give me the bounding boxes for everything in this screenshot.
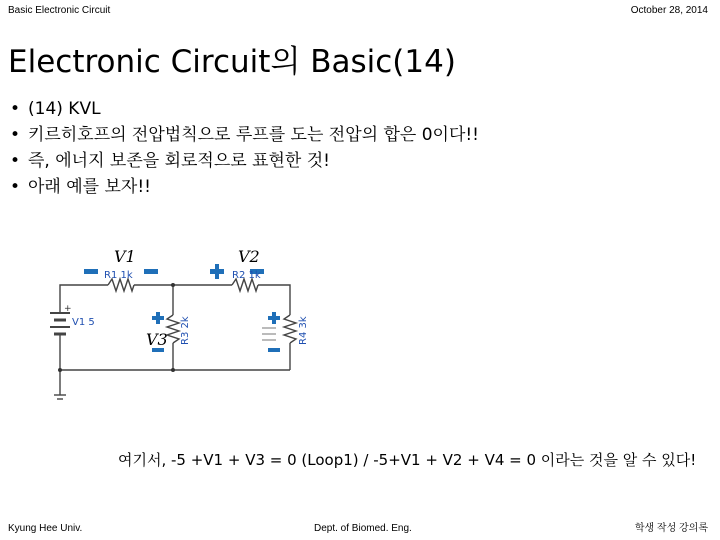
r4-label: R4 3k <box>298 316 309 345</box>
source-plus-sign: + <box>64 304 72 314</box>
v2-label: V2 <box>238 247 260 266</box>
r4-resistor-symbol <box>284 315 296 343</box>
bullet-text: 키르히호프의 전압법칙으로 루프를 도는 전압의 합은 0이다!! <box>28 125 479 145</box>
voltage-source-label: V1 5 <box>72 317 95 328</box>
r3-label: R3 2k <box>180 316 191 345</box>
header-course-name: Basic Electronic Circuit <box>8 5 111 16</box>
kvl-circuit-diagram <box>40 245 310 410</box>
r2-label: R2 1k <box>232 270 261 281</box>
v1-label: V1 <box>114 247 136 266</box>
bullet-item <box>8 96 479 122</box>
bullet-item <box>8 174 479 200</box>
probe-minus-icon <box>84 269 98 274</box>
probe-minus-icon <box>268 348 280 352</box>
bullet-text: 아래 예를 보자!! <box>28 177 151 197</box>
bullet-item <box>8 122 479 148</box>
circuit-wires <box>50 279 296 399</box>
bullet-dot: • <box>10 99 21 119</box>
bullet-item <box>8 148 479 174</box>
bullet-list <box>8 96 479 200</box>
r1-label: R1 1k <box>104 270 133 281</box>
footer-department: Dept. of Biomed. Eng. <box>314 523 412 534</box>
bullet-text: 즉, 에너지 보존을 회로적으로 표현한 것! <box>28 151 330 171</box>
bullet-text: (14) KVL <box>28 99 101 119</box>
bullet-dot: • <box>10 125 21 145</box>
v3-label: V3 <box>146 330 168 349</box>
probe-minus-icon <box>144 269 158 274</box>
slide-title: Electronic Circuit의 Basic(14) <box>8 44 456 80</box>
footer-note: 학생 작성 강의록 <box>634 523 708 534</box>
bullet-dot: • <box>10 151 21 171</box>
kvl-equation: 여기서, -5 +V1 + V3 = 0 (Loop1) / -5+V1 + V2 + V4 = 0 이라는 것을 알 수 있다! <box>118 451 697 469</box>
bullet-dot: • <box>10 177 21 197</box>
faint-probe-label-placeholder <box>262 327 276 341</box>
footer-university: Kyung Hee Univ. <box>8 523 83 534</box>
r3-resistor-symbol <box>167 315 179 343</box>
header-date: October 28, 2014 <box>630 5 708 16</box>
